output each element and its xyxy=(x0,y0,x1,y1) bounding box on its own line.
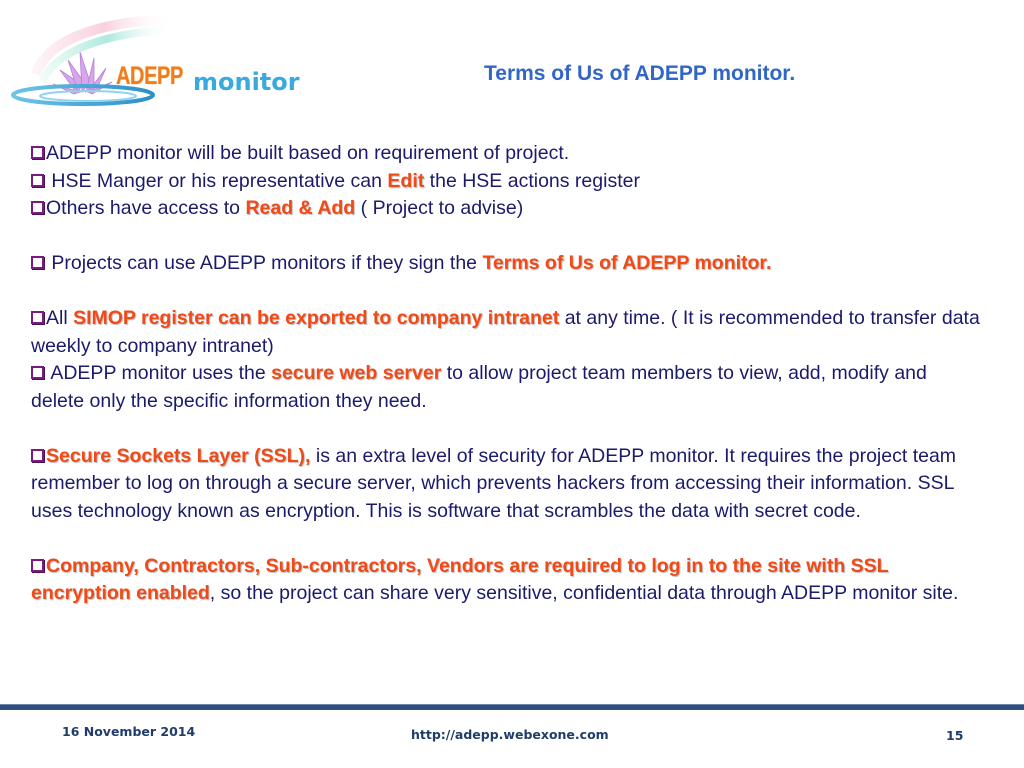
bullet-text: ADEPP monitor will be built based on requirement of project. xyxy=(46,142,570,164)
bullet-item xyxy=(31,140,981,168)
page-number: 15 xyxy=(946,728,964,743)
bullet-highlight: Secure Sockets Layer (SSL), xyxy=(46,444,311,467)
bullet-highlight: secure web server xyxy=(271,362,442,384)
square-bullet-icon xyxy=(31,559,44,572)
bullet-item xyxy=(31,305,981,360)
slide-body xyxy=(31,140,981,608)
footer-date: 16 November 2014 xyxy=(62,724,196,739)
footer-url: http://adepp.webexone.com xyxy=(411,727,609,742)
bullet-item xyxy=(31,553,981,608)
bullet-text: to allow project team members to view, add, modify and delete only the specific information they need. xyxy=(31,362,927,412)
logo-product-text: monitor xyxy=(193,68,300,96)
bullet-highlight: Company, Contractors, Sub-contractors, Vendors are required to log in to the site with SSL encryption enabled xyxy=(31,554,889,604)
square-bullet-icon xyxy=(31,146,44,159)
logo-brand-text: ADEPP xyxy=(116,62,183,90)
bullet-text: ( Project to advise) xyxy=(355,197,524,219)
square-bullet-icon xyxy=(31,311,44,324)
bullet-highlight: Edit xyxy=(387,169,425,192)
bullet-text: the HSE actions register xyxy=(424,169,640,192)
bullet-text: at any time. ( It is recommended to transfer data weekly to company intranet) xyxy=(31,307,980,357)
bullet-text: HSE Manger or his representative can xyxy=(46,169,388,192)
square-bullet-icon xyxy=(31,201,44,214)
bullet-text: , so the project can share very sensitive, confidential data through ADEPP monitor site. xyxy=(209,582,959,604)
bullet-item xyxy=(31,360,981,415)
bullet-text: ADEPP monitor uses the xyxy=(46,362,272,384)
bullet-item xyxy=(31,168,981,196)
bullet-text: Projects can use ADEPP monitors if they sign the xyxy=(46,252,483,274)
slide-title: Terms of Us of ADEPP monitor. xyxy=(484,62,796,85)
bullet-text: Others have access to xyxy=(46,197,246,219)
bullet-text: is an extra level of security for ADEPP monitor. It requires the project team remember to log on through a secure server, which prevents hackers from accessing their information. SSL uses technology known as encryption. This is software that scrambles the data with secret code. xyxy=(31,444,957,522)
bullet-text: All xyxy=(46,307,74,329)
square-bullet-icon xyxy=(31,256,44,269)
bullet-highlight: Read & Add xyxy=(245,197,356,219)
bullet-item xyxy=(31,443,981,526)
square-bullet-icon xyxy=(31,449,44,462)
bullet-item xyxy=(31,250,981,278)
square-bullet-icon xyxy=(31,174,44,187)
footer-divider xyxy=(0,704,1024,710)
adepp-monitor-logo xyxy=(8,12,308,112)
bullet-highlight: SIMOP register can be exported to company intranet xyxy=(73,307,560,329)
bullet-item xyxy=(31,195,981,223)
bullet-highlight: Terms of Us of ADEPP monitor. xyxy=(482,252,772,274)
square-bullet-icon xyxy=(31,366,44,379)
